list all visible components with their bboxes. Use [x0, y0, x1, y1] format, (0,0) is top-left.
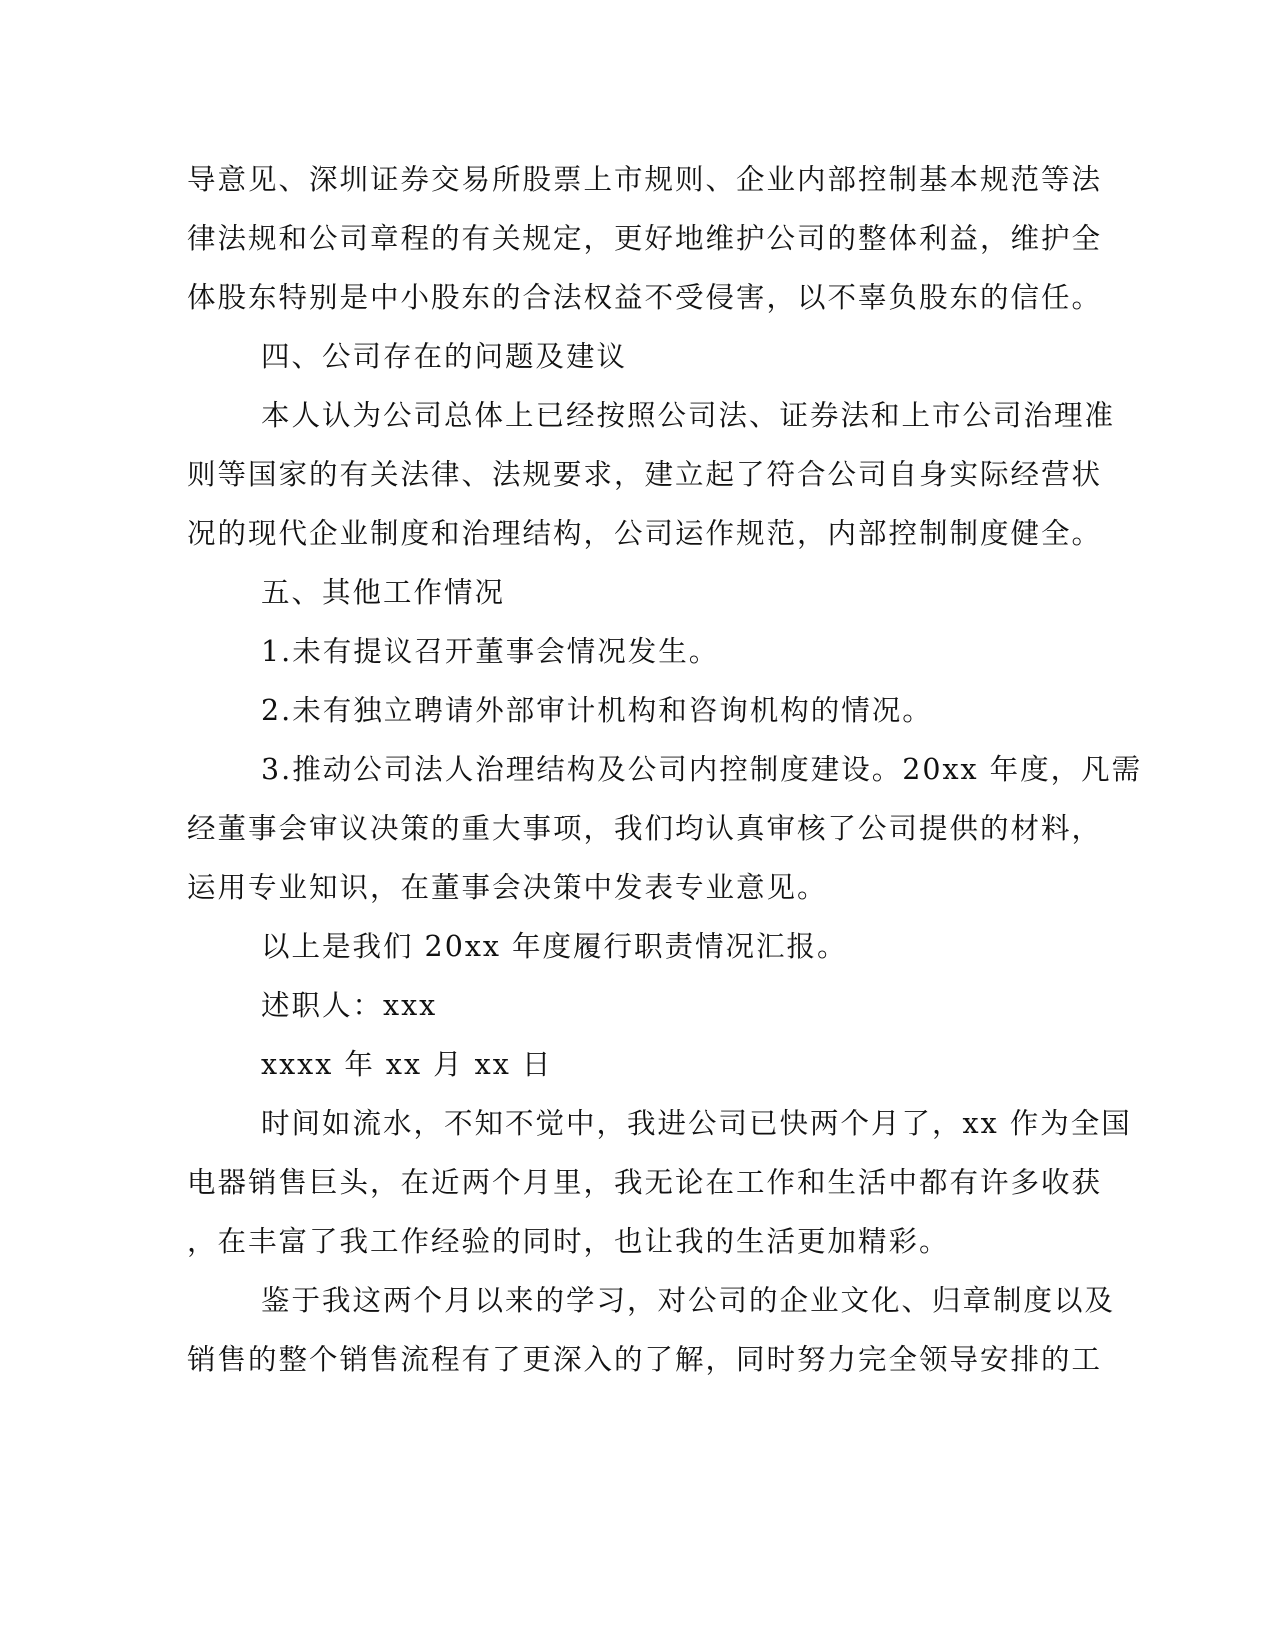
body-text-line: 律法规和公司章程的有关规定，更好地维护公司的整体利益，维护全 [187, 222, 1103, 255]
body-text-line: 导意见、深圳证券交易所股票上市规则、企业内部控制基本规范等法 [187, 163, 1103, 196]
body-text-line: 电器销售巨头，在近两个月里，我无论在工作和生活中都有许多收获 [187, 1166, 1103, 1199]
body-text-line: 以上是我们 20xx 年度履行职责情况汇报。 [261, 930, 848, 963]
section-heading: 五、其他工作情况 [261, 576, 506, 609]
list-item: 1.未有提议召开董事会情况发生。 [261, 635, 720, 668]
body-text-line: 况的现代企业制度和治理结构，公司运作规范，内部控制制度健全。 [187, 517, 1103, 550]
body-text-line: 本人认为公司总体上已经按照公司法、证券法和上市公司治理准 [261, 399, 1116, 432]
list-item: 3.推动公司法人治理结构及公司内控制度建设。20xx 年度，凡需 [261, 753, 1143, 786]
body-text-line: 经董事会审议决策的重大事项，我们均认真审核了公司提供的材料， [187, 812, 1103, 845]
body-text-line: 则等国家的有关法律、法规要求，建立起了符合公司自身实际经营状 [187, 458, 1103, 491]
signature-line: 述职人：xxx [261, 989, 438, 1022]
body-text-line: 销售的整个销售流程有了更深入的了解，同时努力完全领导安排的工 [187, 1343, 1103, 1376]
body-text-line: ，在丰富了我工作经验的同时，也让我的生活更加精彩。 [187, 1225, 950, 1258]
body-text-line: 时间如流水，不知不觉中，我进公司已快两个月了，xx 作为全国 [261, 1107, 1132, 1140]
list-item: 2.未有独立聘请外部审计机构和咨询机构的情况。 [261, 694, 933, 727]
body-text-line: 体股东特别是中小股东的合法权益不受侵害，以不辜负股东的信任。 [187, 281, 1103, 314]
body-text-line: 鉴于我这两个月以来的学习，对公司的企业文化、归章制度以及 [261, 1284, 1116, 1317]
section-heading: 四、公司存在的问题及建议 [261, 340, 628, 373]
date-line: xxxx 年 xx 月 xx 日 [261, 1048, 553, 1081]
body-text-line: 运用专业知识，在董事会决策中发表专业意见。 [187, 871, 828, 904]
